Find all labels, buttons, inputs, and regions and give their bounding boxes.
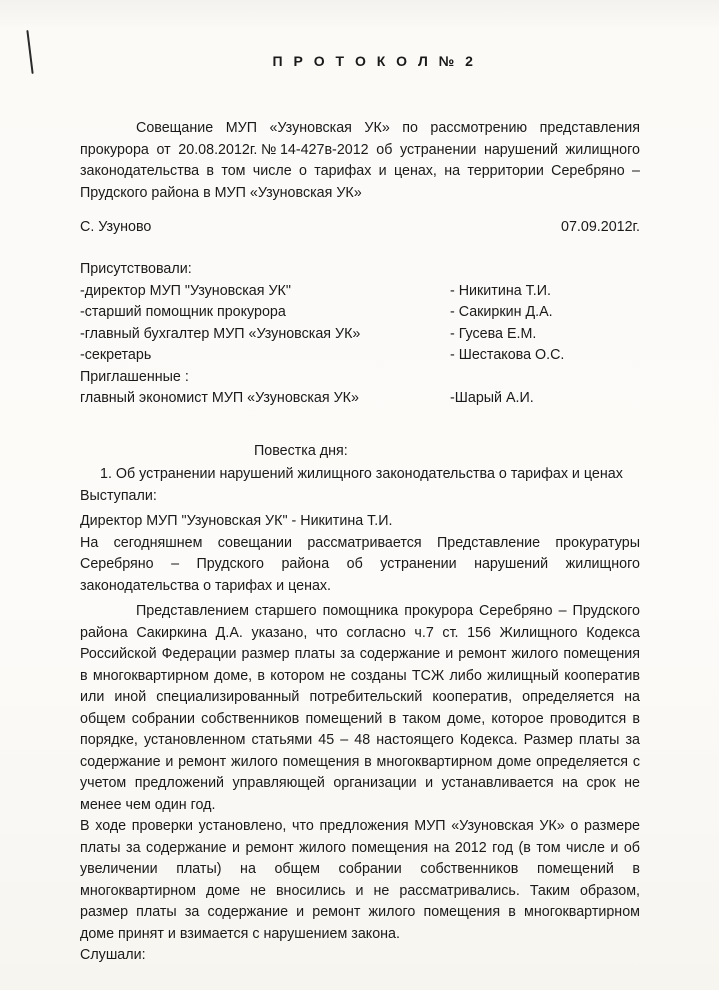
- date: 07.09.2012г.: [561, 219, 640, 235]
- present-label: Присутствовали:: [80, 261, 192, 277]
- attendee-row: [80, 345, 640, 367]
- paragraph-3: В ходе проверки установлено, что предложения МУП «Узуновская УК» о размере платы за содержание и ремонт жилого помещения на 2012 год (в том числе и об увеличении платы) на общем собрании собственников помещений в многоквартирном доме не вносились и не рассматривались. Таким образом, размер платы за содержание и ремонт жилого помещения в многоквартирном доме принят и взимается с нарушением закона.: [80, 818, 640, 942]
- agenda-item: 1. Об устранении нарушений жилищного законодательства о тарифах и ценах: [100, 466, 623, 482]
- agenda-body: [80, 464, 640, 967]
- attendee-role: -главный бухгалтер МУП «Узуновская УК»: [80, 325, 361, 342]
- attendee-name: - Гусева Е.М.: [450, 325, 537, 342]
- speaker-line: Директор МУП "Узуновская УК" - Никитина Т.И.: [80, 513, 393, 529]
- attendee-role: -секретарь: [80, 347, 152, 363]
- attendee-role: -директор МУП "Узуновская УК": [80, 282, 291, 299]
- heard-label: Слушали:: [80, 947, 146, 963]
- attendee-name: - Сакиркин Д.А.: [450, 304, 553, 320]
- invited-label: Приглашенные :: [80, 368, 189, 385]
- attendee-row: [80, 281, 640, 303]
- agenda-heading: Повестка дня:: [254, 443, 348, 459]
- place-date-row: [80, 217, 640, 239]
- attendee-name: - Никитина Т.И.: [450, 282, 552, 299]
- speakers-label: Выступали:: [80, 487, 157, 504]
- attendee-name: - Шестакова О.С.: [450, 347, 565, 363]
- paragraph-2: Представлением старшего помощника прокурора Серебряно – Прудского района Сакиркина Д.А. указано, что согласно ч.7 ст. 156 Жилищного Кодекса Российской Федерации размер платы за содержание и ремонт жилого помещения в многоквартирном доме, в котором не созданы ТСЖ либо жилищный кооператив или иной специализированный потребительский кооператив, определяется на общем собрании собственников помещений в таком доме, которое проводится в порядке, установленном статьями 45 – 48 настоящего Кодекса. Размер платы за содержание и ремонт жилого помещения в многоквартирном доме определяется с учетом предложений управляющей организации и устанавливается на срок не менее чем один год.: [80, 603, 640, 813]
- attendee-role: -старший помощник прокурора: [80, 304, 286, 320]
- invited-role: главный экономист МУП «Узуновская УК»: [80, 390, 359, 406]
- protocol-title: П Р О Т О К О Л № 2: [272, 53, 477, 69]
- attendee-row: [80, 324, 640, 346]
- place: С. Узуново: [80, 219, 152, 235]
- paragraph-1: На сегодняшнем совещании рассматривается Представление прокуратуры Серебряно – Прудского района об устранении нарушений жилищного законодательства о тарифах и ценах.: [80, 534, 640, 594]
- attendee-row: [80, 302, 640, 324]
- invited-row: [80, 388, 640, 410]
- attendance-section: [80, 259, 640, 410]
- intro-paragraph: Совещание МУП «Узуновская УК» по рассмотрению представления прокурора от 20.08.2012г.№14-427в-2012 об устранении нарушений жилищного законодательства в том числе о тарифах и ценах, на территории Серебряно – Прудского района в МУП «Узуновская УК»: [80, 120, 640, 201]
- invited-name: -Шарый А.И.: [450, 390, 534, 406]
